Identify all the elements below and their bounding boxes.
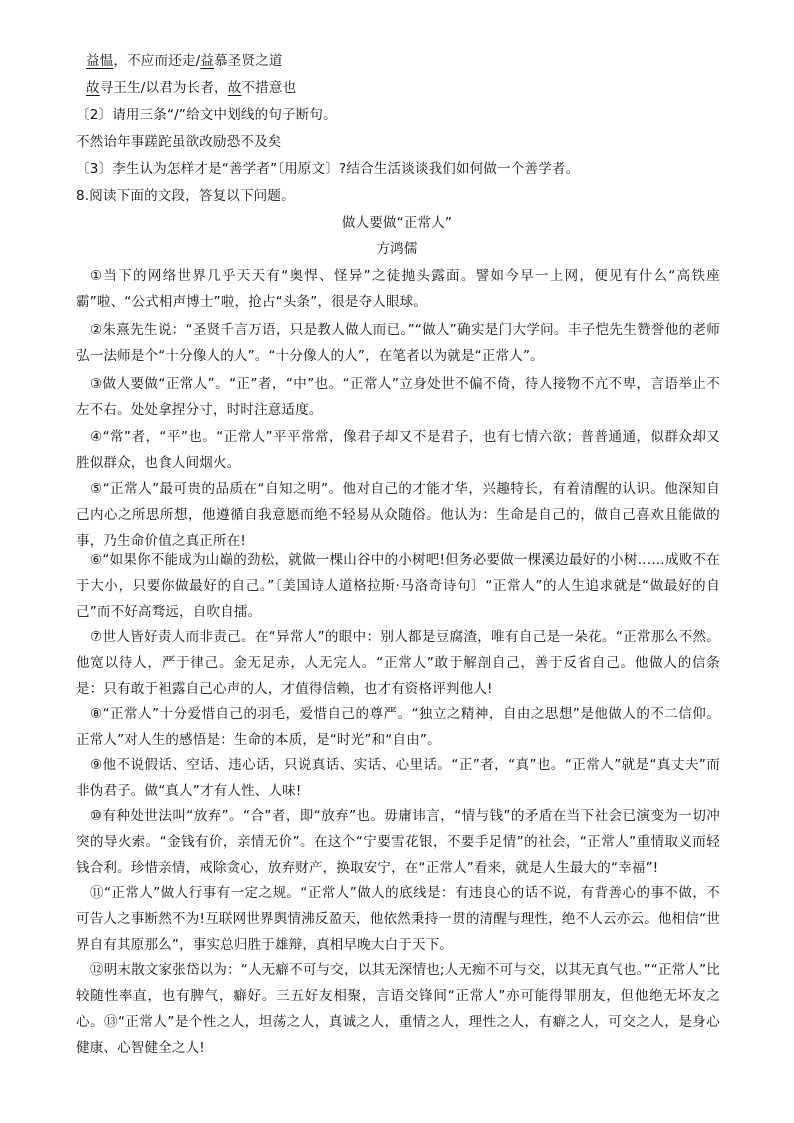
article-paragraph-2: ②朱熹先生说：“圣贤千言万语，只是教人做人而已。”“做人”确实是门大学问。丰子恺先生赞誉他的老师弘一法师是个“十分像人的人”。“十分像人的人”，在笔者以为就是“正常人”。: [76, 322, 720, 364]
article-paragraph-9: ⑨他不说假话、空话、违心话，只说真话、实话、心里话。“正”者，“真”也。“正常人”就是“真丈夫”而非伪君子。做“真人”才有人性、人味!: [76, 757, 720, 799]
underlined-word: 故: [86, 80, 100, 96]
article-paragraph-8: ⑧“正常人”十分爱惜自己的羽毛，爱惜自己的尊严。“独立之精神，自由之思想”是他做人的不二信仰。正常人”对人生的感悟是：生命的本质，是“时光”和“自由”。: [76, 706, 720, 748]
question-2-sentence: 不然诒年事蹉跎虽欲改励恐不及矣: [76, 134, 282, 150]
question-3: 〔3〕李生认为怎样才是“善学者”〔用原文〕?结合生活谈谈我们如何做一个善学者。: [76, 161, 580, 177]
question-8: 8.阅读下面的文段，答复以下问题。: [76, 188, 295, 204]
article-title: 做人要做“正常人”: [341, 215, 453, 231]
text-segment: 慕圣贤之道: [214, 53, 283, 69]
underlined-word: 益愠: [86, 53, 114, 69]
article-paragraph-3: ③做人要做“正常人”。“正”者，“中”也。“正常人”立身处世不偏不倚，待人接物不亢不卑，言语举止不左不右。处处拿捏分寸，时时注意适度。: [76, 376, 720, 418]
underlined-word: 故: [227, 80, 242, 96]
article-paragraph-7: ⑦世人皆好责人而非责己。在“异常人”的眼中：别人都是豆腐渣，唯有自己是一朵花。“正常那么不然。他宽以待人，严于律己。金无足赤，人无完人。“正常人”敢于解剖自己，善于反省自己。他做人的信条是：只有敢于袒露自己心声的人，才值得信赖，也才有资格评判他人!: [76, 629, 720, 697]
text-segment: 寻王生/以君为长者，: [99, 80, 228, 96]
article-paragraph-6: ⑥“如果你不能成为山巅的劲松，就做一棵山谷中的小树吧!但务必要做一棵溪边最好的小树……成败不在于大小，只要你做最好的自己。”〔美国诗人道格拉斯·马洛奇诗句〕“正常人”的人生追求就是“做最好的自己”而不好高骛远，自吹自擂。: [76, 552, 720, 620]
underlined-word: 益: [200, 53, 215, 69]
article-paragraph-4: ④“常”者，“平”也。“正常人”平平常常，像君子却又不是君子，也有七情六欲；普普通通，似群众却又胜似群众，也食人间烟火。: [76, 429, 720, 471]
answer-line-1: [86, 48, 283, 74]
text-segment: 不措意也: [241, 80, 297, 96]
article-paragraph-10: ⑩有种处世法叫“放弃”。“合”者，即“放弃”也。毋庸讳言，“情与钱”的矛盾在当下社会已演变为一切冲突的导火索。“金钱有价，亲情无价”。在这个“宁要雪花银，不要手足情”的社会，“正常人”重情取义而轻钱合利。珍惜亲情，戒除贪心，放弃财产，换取安宁，在“正常人”看来，就是人生最大的“幸福”!: [76, 808, 720, 876]
article-paragraph-1: ①当下的网络世界几乎天天有“奥悍、怪异”之徒抛头露面。譬如今早一上网，便见有什么“高铁座霸”啦、“公式相声博士”啦，抢占“头条”，很是夺人眼球。: [76, 268, 720, 310]
article-paragraph-11: ⑪“正常人”做人行事有一定之规。“正常人”做人的底线是：有违良心的话不说，有背善心的事不做，不可告人之事断然不为!互联网世界舆情沸反盈天，他依然秉持一贯的清醒与理性，绝不人云亦云。他相信“世界自有其原那么”，事实总归胜于雄辩，真相早晚大白于天下。: [76, 885, 720, 953]
question-2: 〔2〕请用三条“/”给文中划线的句子断句。: [76, 107, 337, 123]
article-author: 方鸿儒: [376, 241, 418, 257]
article-paragraph-12: ⑫明末散文家张岱以为：“人无癖不可与交，以其无深情也;人无痴不可与交，以其无真气也。”“正常人”比较随性率直，也有脾气，癖好。三五好友相聚，言语交锋间“正常人”亦可能得罪朋友，但他绝无坏友之心。⑬“正常人”是个性之人，坦荡之人，真诚之人，重情之人，理性之人，有癖之人，可交之人，是身心健康、心智健全之人!: [76, 962, 720, 1056]
text-segment: ，不应而还走/: [113, 53, 201, 69]
article-paragraph-5: ⑤“正常人”最可贵的品质在“自知之明”。他对自己的才能才华，兴趣特长，有着清醒的认识。他深知自己内心之所思所想，他遵循自我意愿而绝不轻易从众随俗。他认为：生命是自己的，做自己喜欢且能做的事，乃生命价值之真正所在!: [76, 481, 720, 549]
answer-line-2: [86, 75, 296, 101]
